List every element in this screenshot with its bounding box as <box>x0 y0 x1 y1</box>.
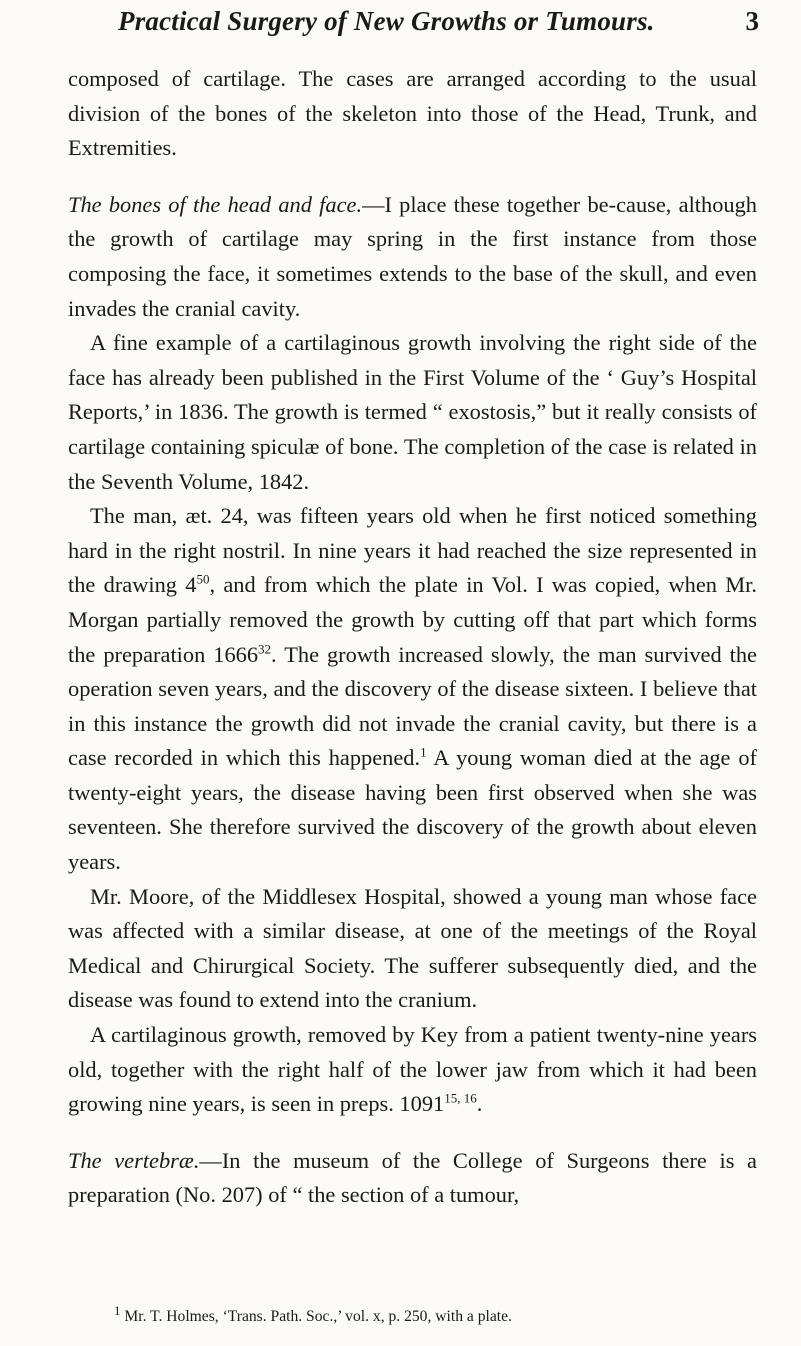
footnote-text: Mr. T. Holmes, ‘Trans. Path. Soc.,’ vol. x, p. 250, with a plate. <box>120 1308 512 1325</box>
superscript-32: 32 <box>258 641 272 657</box>
page-number: 3 <box>745 6 759 36</box>
paragraph-4-part-d: A young woman died at the age of twenty-eight years, the disease having been first observed when she was seventeen. She therefore survived the discovery of the growth about eleven years. <box>68 745 758 875</box>
paragraph-4-part-a: The man, æt. 24, was fifteen years old when he first noticed something hard in the right nostril. In nine years it had reached the size represented in the drawing 4 <box>68 503 757 598</box>
paragraph-4 <box>68 499 757 880</box>
running-title: Practical Surgery of New Growths or Tumours. <box>118 6 655 36</box>
body-text <box>68 62 757 1213</box>
paragraph-6-part-a: A cartilaginous growth, removed by Key from a patient twenty-nine years old, together with the right half of the lower jaw from which it had been growing nine years, is seen in preps. 1091 <box>68 1022 757 1117</box>
paragraph-7 <box>68 1144 757 1213</box>
paragraph-3: A fine example of a cartilaginous growth involving the right side of the face has already been published in the First Volume of the ‘ Guy’s Hospital Reports,’ in 1836. The growth is termed “ exostosis,” but it really consists of cartilage containing spiculæ of bone. The completion of the case is related in the Seventh Volume, 1842. <box>68 330 757 494</box>
paragraph-1: composed of cartilage. The cases are arranged according to the usual division of the bones of the skeleton into those of the Head, Trunk, and Extremities. <box>68 66 757 161</box>
superscript-50: 50 <box>196 571 210 587</box>
superscript-15-16: 15, 16 <box>444 1090 477 1106</box>
section-heading-head-face: The bones of the head and face. <box>68 191 363 217</box>
paragraph-5: Mr. Moore, of the Middlesex Hospital, showed a young man whose face was affected with a similar disease, at one of the meetings of the Royal Medical and Chirurgical Society. The sufferer subsequently died, and the disease was found to extend into the cranium. <box>68 883 757 1013</box>
paragraph-6-part-b: . <box>476 1091 483 1117</box>
paragraph-6 <box>68 1018 757 1122</box>
paragraph-7-text: —In the museum of the College of Surgeons there is a preparation (No. 207) of “ the section of a tumour, <box>68 1147 757 1208</box>
footnote-reference: 1 <box>420 744 427 760</box>
paragraph-2 <box>68 188 757 326</box>
paragraph-4-part-c: . The growth increased slowly, the man survived the operation seven years, and the discovery of the disease sixteen. I believe that in this instance the growth did not invade the cranial cavity, but there is a case recorded in which this happened. <box>68 641 757 771</box>
footnote <box>68 1302 757 1328</box>
paragraph-2-text: —I place these together be-cause, although the growth of cartilage may spring in the first instance from those composing the face, it sometimes extends to the base of the skull, and even invades the cranial cavity. <box>68 191 757 321</box>
footnote-marker: 1 <box>114 1302 121 1318</box>
paragraph-4-part-b: , and from which the plate in Vol. I was copied, when Mr. Morgan partially removed the growth by cutting off that part which forms the preparation 1666 <box>68 572 757 667</box>
page-header <box>118 6 759 40</box>
section-heading-vertebrae: The vertebræ. <box>68 1147 200 1173</box>
